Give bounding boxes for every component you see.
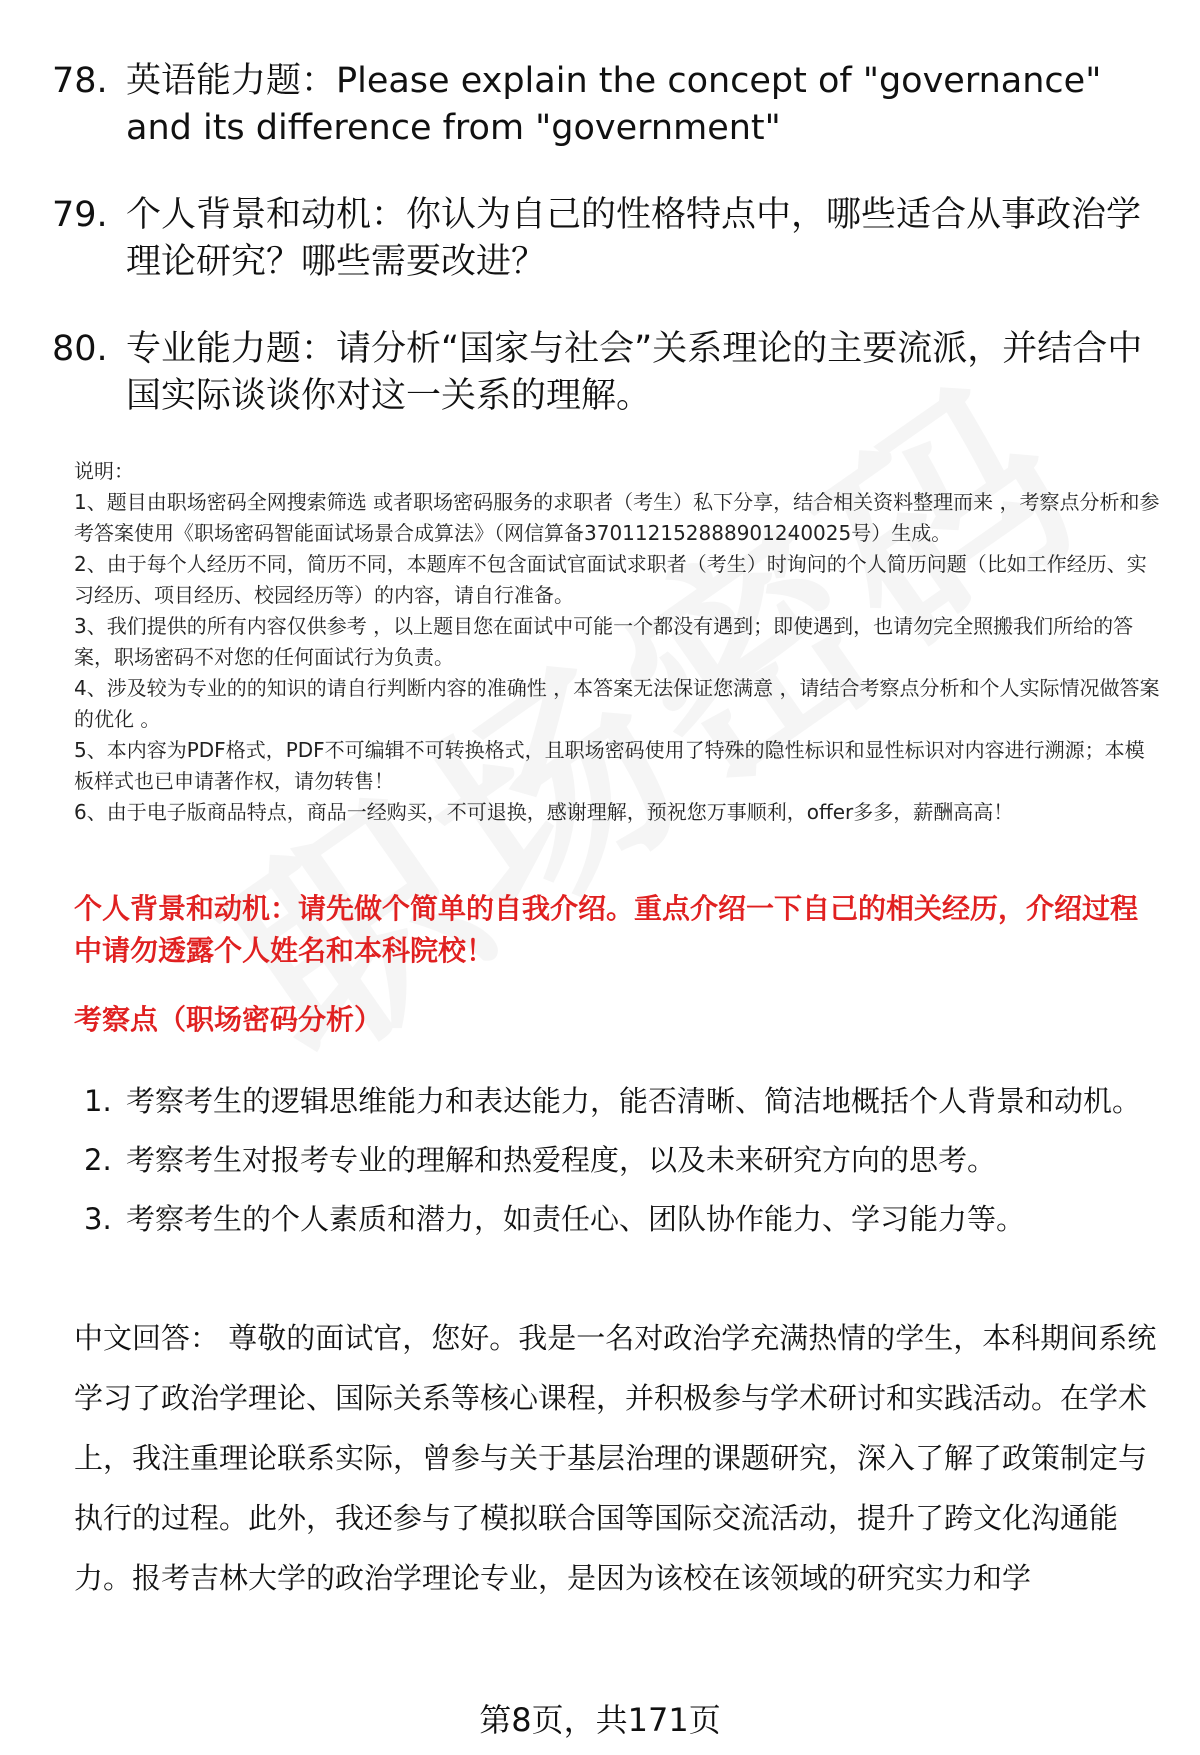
question-item [52, 326, 1162, 420]
answer-paragraph: 中文回答： 尊敬的面试官，您好。我是一名对政治学充满热情的学生，本科期间系统学习了政治学理论、国际关系等核心课程，并积极参与学术研讨和实践活动。在学术上，我注重理论联系实际，曾参与关于基层治理的课题研究，深入了解了政策制定与执行的过程。此外，我还参与了模拟联合国等国际交流活动，提升了跨文化沟通能力。报考吉林大学的政治学理论专业，是因为该校在该领域的研究实力和学 [74, 1321, 1157, 1595]
question-number: 80. [52, 329, 108, 369]
question-item [52, 192, 1162, 286]
question-list [52, 58, 1162, 460]
point-number: 1. [84, 1084, 112, 1118]
question-number: 78. [52, 61, 108, 101]
note-item: 2、由于每个人经历不同，简历不同，本题库不包含面试官面试求职者（考生）时询问的个人简历问题（比如工作经历、实习经历、项目经历、校园经历等）的内容，请自行准备。 [74, 552, 1147, 607]
note-item: 3、我们提供的所有内容仅供参考 ，以上题目您在面试中可能一个都没有遇到；即使遇到，也请勿完全照搬我们所给的答案，职场密码不对您的任何面试行为负责。 [74, 614, 1134, 669]
point-number: 2. [84, 1143, 112, 1177]
point-text: 考察考生的个人素质和潜力，如责任心、团队协作能力、学习能力等。 [126, 1202, 1026, 1236]
assessment-point [84, 1190, 1144, 1249]
assessment-points [84, 1072, 1144, 1249]
note-item: 5、本内容为PDF格式，PDF不可编辑不可转换格式，且职场密码使用了特殊的隐性标识和显性标识对内容进行溯源；本模板样式也已申请著作权，请勿转售！ [74, 738, 1145, 793]
question-item [52, 58, 1162, 152]
section-heading: 个人背景和动机：请先做个简单的自我介绍。重点介绍一下自己的相关经历，介绍过程中请勿透露个人姓名和本科院校！ [74, 892, 1139, 967]
question-text: 个人背景和动机：你认为自己的性格特点中，哪些适合从事政治学理论研究？哪些需要改进？ [126, 195, 1142, 282]
notes-section [74, 456, 1164, 828]
section-subheading: 考察点（职场密码分析） [74, 1003, 383, 1036]
assessment-point [84, 1072, 1144, 1131]
point-text: 考察考生的逻辑思维能力和表达能力，能否清晰、简洁地概括个人背景和动机。 [126, 1084, 1142, 1118]
point-number: 3. [84, 1202, 112, 1236]
question-text: 英语能力题：Please explain the concept of "governance" and its difference from "government" [126, 61, 1102, 148]
point-text: 考察考生对报考专业的理解和热爱程度，以及未来研究方向的思考。 [126, 1143, 997, 1177]
assessment-point [84, 1131, 1144, 1190]
note-item: 4、涉及较为专业的的知识的请自行判断内容的准确性 ，本答案无法保证您满意 ，请结合考察点分析和个人实际情况做答案的优化 。 [74, 676, 1160, 731]
note-item: 6、由于电子版商品特点，商品一经购买，不可退换，感谢理解，预祝您万事顺利，offer多多，薪酬高高！ [74, 800, 1014, 824]
notes-title: 说明： [74, 459, 134, 483]
page-number: 第8页，共171页 [479, 1701, 721, 1739]
question-text: 专业能力题：请分析“国家与社会”关系理论的主要流派，并结合中国实际谈谈你对这一关系的理解。 [126, 329, 1143, 416]
note-item: 1、题目由职场密码全网搜索筛选 或者职场密码服务的求职者（考生）私下分享，结合相关资料整理而来 ，考察点分析和参考答案使用《职场密码智能面试场景合成算法》（网信算备370112152888901240025号）生成。 [74, 490, 1160, 545]
question-number: 79. [52, 195, 108, 235]
